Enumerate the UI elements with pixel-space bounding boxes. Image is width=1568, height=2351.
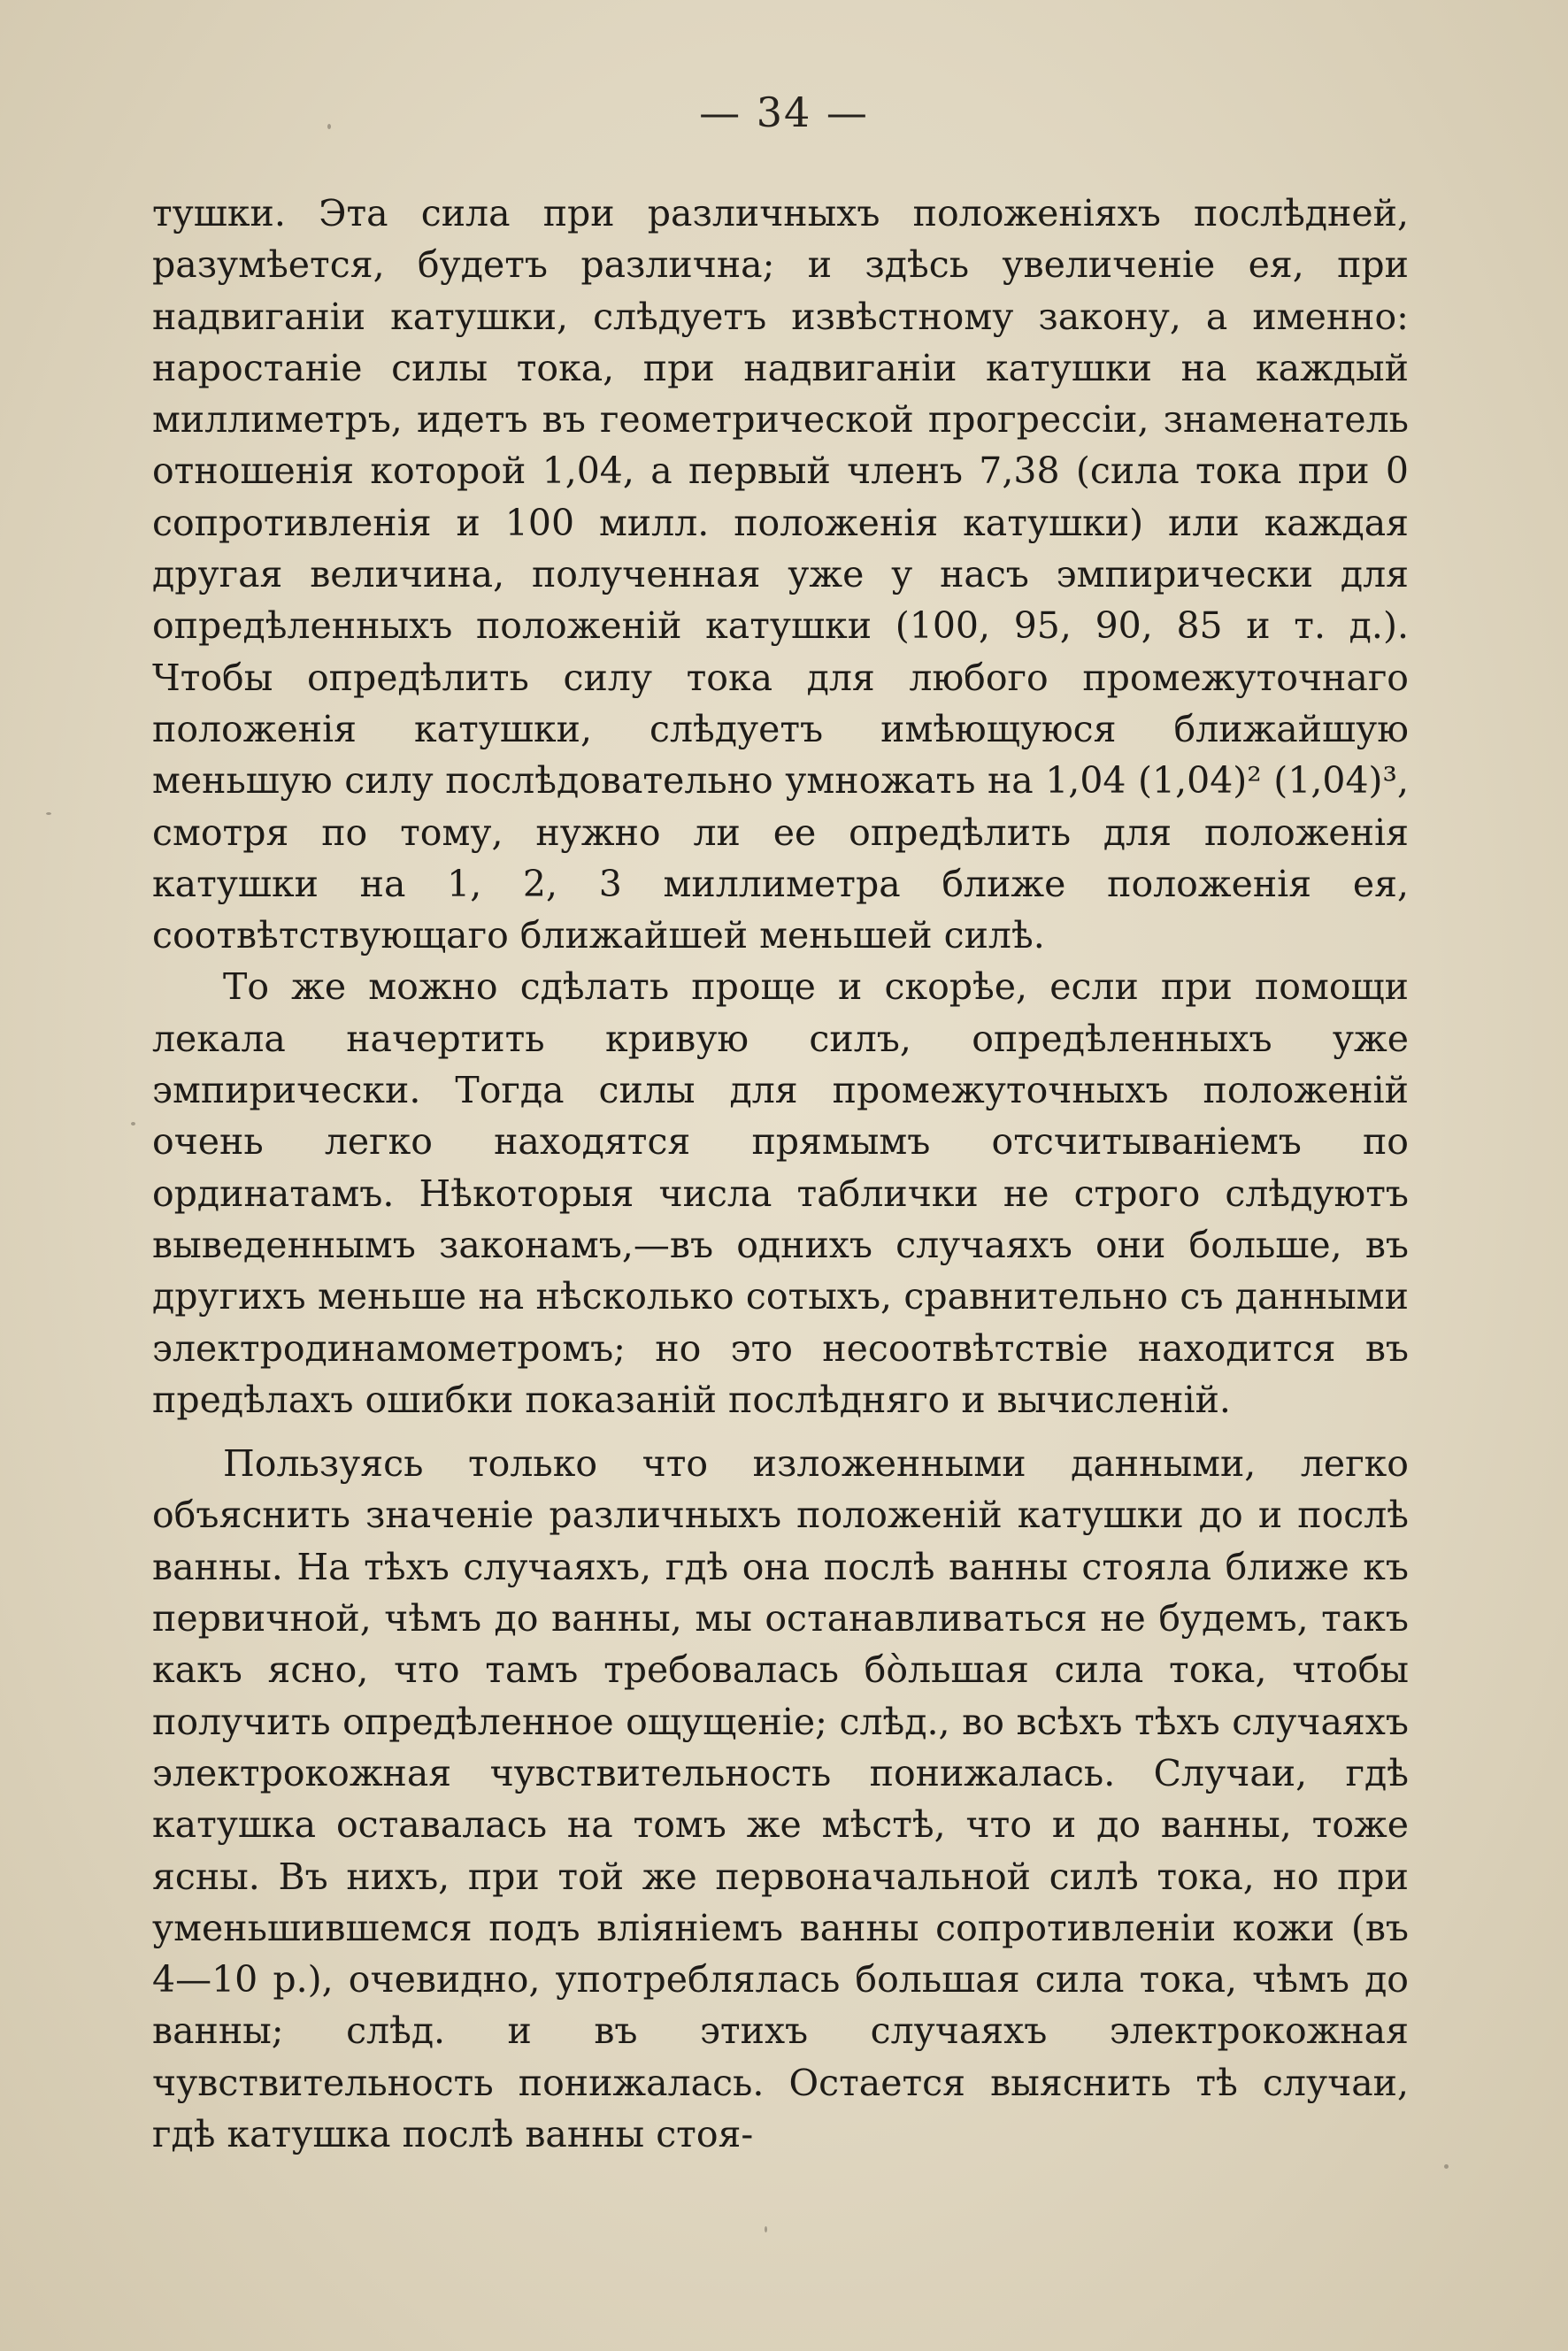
scan-speck — [327, 124, 331, 129]
paragraph-1: тушки. Эта сила при различныхъ положеніяхъ послѣдней, разумѣется, будетъ различна; и здѣсь увеличеніе ея, при надвиганіи катушки, слѣдуетъ извѣстному закону, а именно: наростаніе силы тока, при надвиганіи катушки на каждый миллиметръ, идетъ въ геометрической прогрессіи, знаменатель отношенія которой 1,04, а первый членъ 7,38 (сила тока при 0 сопротивленія и 100 милл. положенія катушки) или каждая другая величина, полученная уже у насъ эмпирически для опредѣленныхъ положеній катушки (100, 95, 90, 85 и т. д.). Чтобы опредѣлить силу тока для любого промежуточнаго положенія катушки, слѣдуетъ имѣющуюся ближайшую меньшую силу послѣдовательно умножать на 1,04 (1,04)² (1,04)³, смотря по тому, нужно ли ее опредѣлить для положенія катушки на 1, 2, 3 миллиметра ближе положенія ея, соотвѣтствующаго ближайшей меньшей силѣ. — [152, 192, 1409, 957]
body-text — [152, 188, 1409, 2160]
scan-speck — [131, 1122, 135, 1126]
page-number: — 34 — — [699, 88, 869, 136]
paragraph-3: Пользуясь только что изложенными данными, легко объяснить значеніе различныхъ положеній катушки до и послѣ ванны. На тѣхъ случаяхъ, гдѣ она послѣ ванны стояла ближе къ первичной, чѣмъ до ванны, мы останавливаться не будемъ, такъ какъ ясно, что тамъ требовалась бо̀льшая сила тока, чтобы получить опредѣленное ощущеніе; слѣд., во всѣхъ тѣхъ случаяхъ электрокожная чувствительность понижалась. Случаи, гдѣ катушка оставалась на томъ же мѣстѣ, что и до ванны, тоже ясны. Въ нихъ, при той же первоначальной силѣ тока, но при уменьшившемся подъ вліяніемъ ванны сопротивленіи кожи (въ 4—10 р.), очевидно, употреблялась большая сила тока, чѣмъ до ванны; слѣд. и въ этихъ случаяхъ электрокожная чувствительность понижалась. Остается выяснить тѣ случаи, гдѣ катушка послѣ ванны стоя- — [152, 1442, 1409, 2155]
scan-speck — [46, 812, 51, 815]
scan-speck — [765, 2226, 767, 2232]
scan-speck — [1444, 2164, 1449, 2169]
paragraph-2: То же можно сдѣлать проще и скорѣе, если при помощи лекала начертить кривую силъ, опредѣленныхъ уже эмпирически. Тогда силы для промежуточныхъ положеній очень легко находятся прямымъ отсчитываніемъ по ординатамъ. Нѣкоторыя числа таблички не строго слѣдуютъ выведеннымъ законамъ,—въ однихъ случаяхъ они больше, въ другихъ меньше на нѣсколько сотыхъ, сравнительно съ данными электродинамометромъ; но это несоотвѣтствіе находится въ предѣлахъ ошибки показаній послѣдняго и вычисленій. — [152, 965, 1409, 1421]
